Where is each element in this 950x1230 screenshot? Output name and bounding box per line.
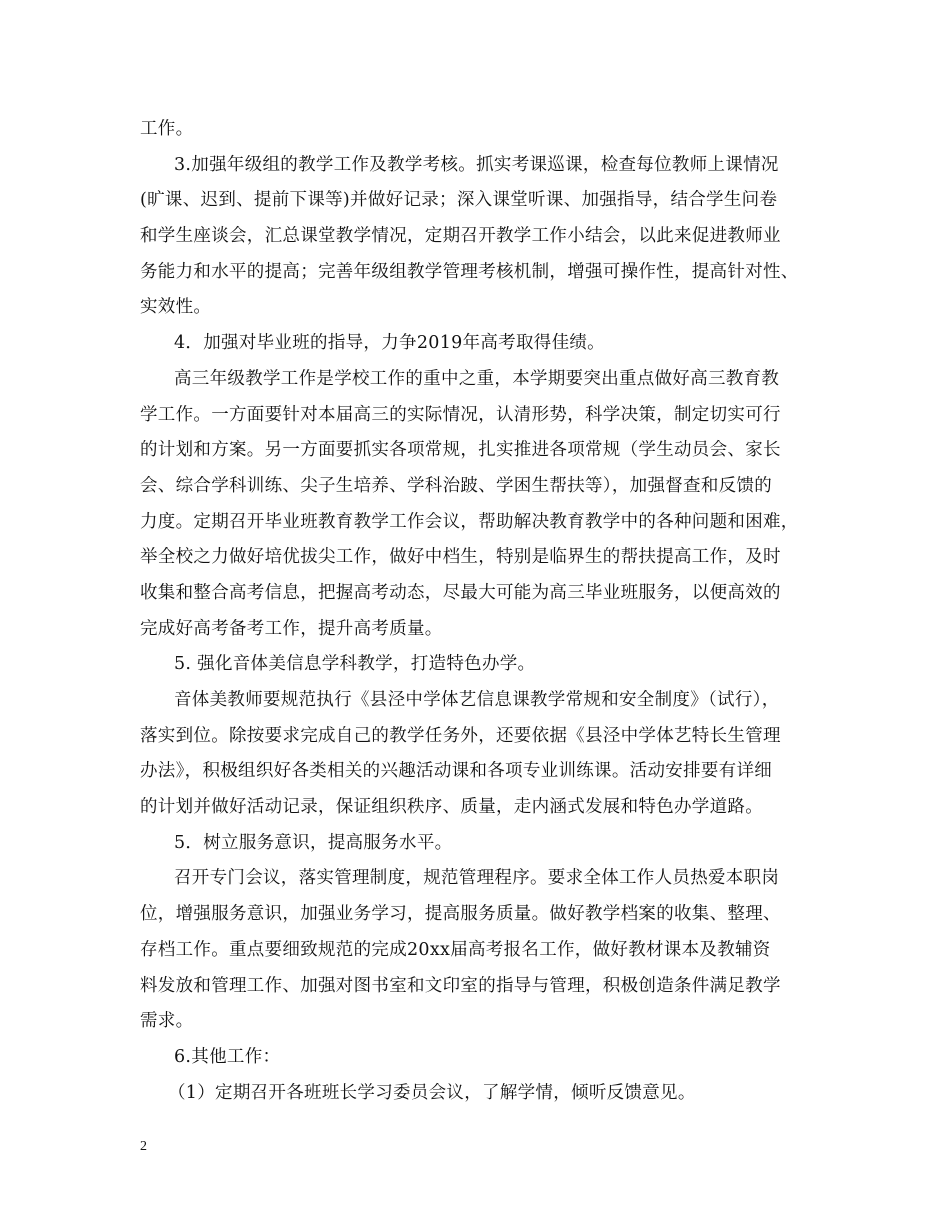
text-line: 高三年级教学工作是学校工作的重中之重，本学期要突出重点做好高三教育教 bbox=[174, 368, 780, 389]
text-line: 和学生座谈会，汇总课堂教学情况，定期召开教学工作小结会，以此来促进教师业 bbox=[140, 226, 781, 247]
text-line: 学工作。一方面要针对本届高三的实际情况，认清形势，科学决策，制定切实可行 bbox=[140, 404, 781, 425]
text-line: 召开专门会议，落实管理制度，规范管理程序。要求全体工作人员热爱本职岗 bbox=[174, 868, 780, 889]
text-line: 6.其他工作： bbox=[174, 1046, 281, 1067]
text-line: 实效性。 bbox=[140, 297, 212, 318]
text-line: 落实到位。除按要求完成自己的教学任务外，还要依据《县泾中学体艺特长生管理 bbox=[140, 725, 781, 746]
text-line: 4．加强对毕业班的指导，力争2019年高考取得佳绩。 bbox=[174, 333, 605, 354]
text-line: 举全校之力做好培优拔尖工作，做好中档生，特别是临界生的帮扶提高工作，及时 bbox=[140, 547, 781, 568]
text-line: (旷课、迟到、提前下课等)并做好记录；深入课堂听课、加强指导，结合学生问卷 bbox=[140, 190, 778, 211]
text-line: 力度。定期召开毕业班教育教学工作会议，帮助解决教育教学中的各种问题和困难， bbox=[140, 511, 799, 532]
text-line: 工作。 bbox=[140, 119, 194, 139]
text-line: 务能力和水平的提高；完善年级组教学管理考核机制，增强可操作性，提高针对性、 bbox=[140, 261, 799, 282]
text-line: 的计划和方案。另一方面要抓实各项常规，扎实推进各项常规（学生动员会、家长 bbox=[140, 440, 781, 461]
text-line: 收集和整合高考信息，把握高考动态，尽最大可能为高三毕业班服务，以便高效的 bbox=[140, 582, 781, 603]
text-line: 存档工作。重点要细致规范的完成20xx届高考报名工作，做好教材课本及教辅资 bbox=[140, 939, 771, 960]
text-line: 的计划并做好活动记录，保证组织秩序、质量，走内涵式发展和特色办学道路。 bbox=[140, 797, 763, 818]
text-line: 会、综合学科训练、尖子生培养、学科治跛、学困生帮扶等），加强督查和反馈的 bbox=[140, 475, 773, 496]
text-line: 位，增强服务意识，加强业务学习，提高服务质量。做好教学档案的收集、整理、 bbox=[140, 904, 781, 925]
text-line: 料发放和管理工作、加强对图书室和文印室的指导与管理，积极创造条件满足教学 bbox=[140, 975, 781, 996]
text-line: 完成好高考备考工作，提升高考质量。 bbox=[140, 618, 443, 639]
text-line: 3.加强年级组的教学工作及教学考核。抓实考课巡课，检查每位教师上课情况 bbox=[174, 154, 779, 175]
page-number: 2 bbox=[140, 1139, 147, 1154]
text-line: （1）定期召开各班班长学习委员会议，了解学情，倾听反馈意见。 bbox=[168, 1082, 696, 1103]
text-line: 需求。 bbox=[140, 1011, 194, 1032]
text-line: 5. 强化音体美信息学科教学，打造特色办学。 bbox=[174, 654, 536, 675]
text-line: 5．树立服务意识，提高服务水平。 bbox=[174, 832, 453, 853]
text-line: 音体美教师要规范执行《县泾中学体艺信息课教学常规和安全制度》（试行）， bbox=[174, 690, 780, 710]
text-line: 办法》，积极组织好各类相关的兴趣活动课和各项专业训练课。活动安排要有详细 bbox=[140, 761, 773, 782]
document-body bbox=[140, 112, 820, 1111]
